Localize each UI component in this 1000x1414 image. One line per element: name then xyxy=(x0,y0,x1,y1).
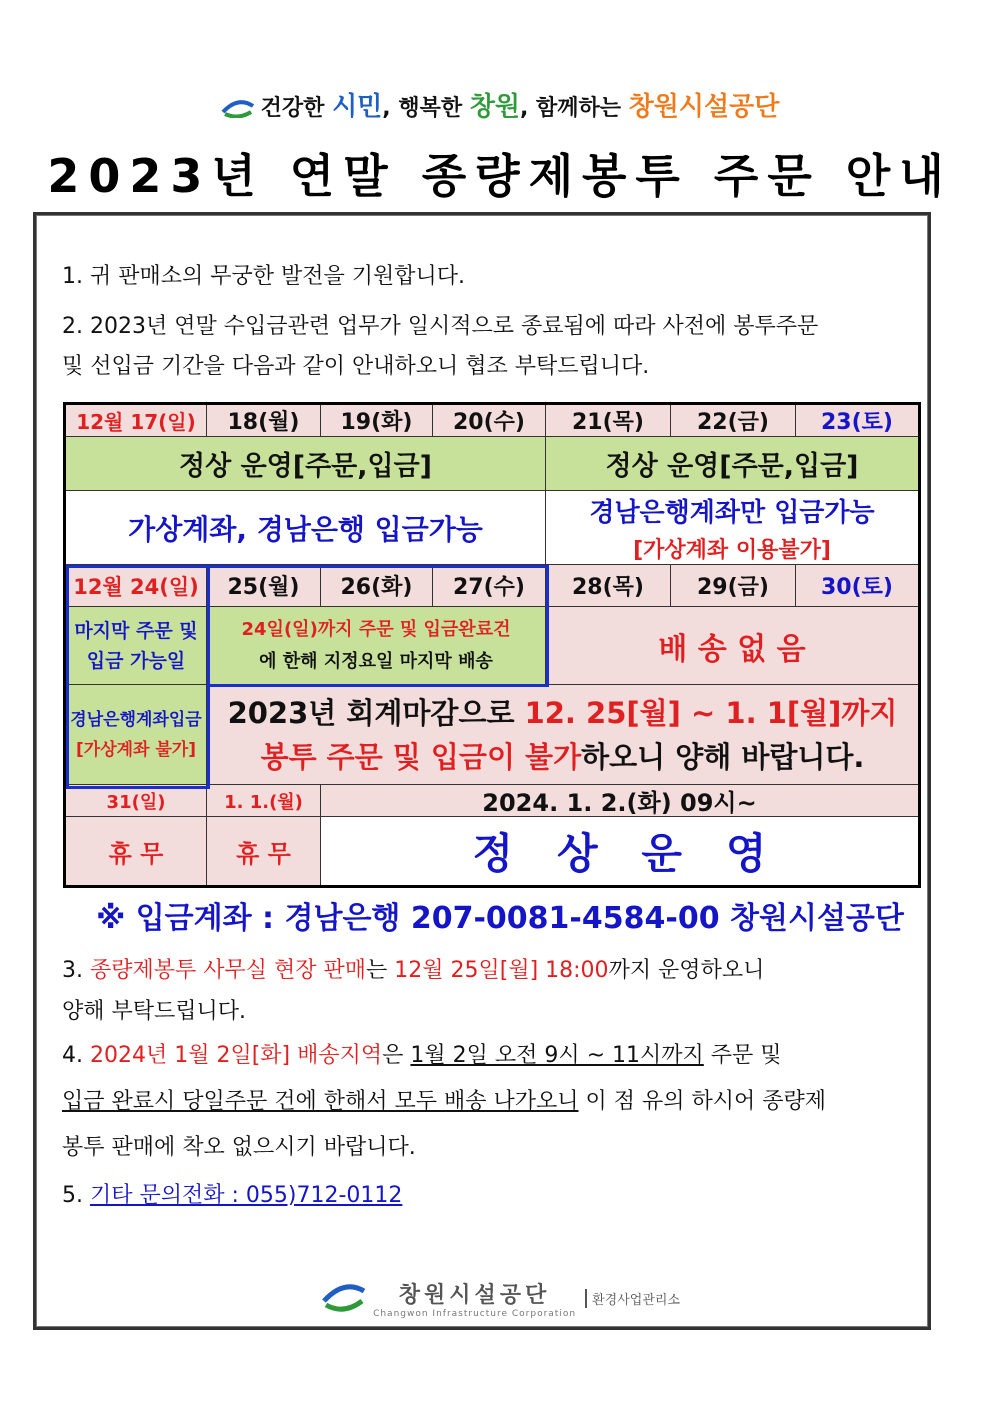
deposit-info-right xyxy=(546,491,918,565)
note-3-number: 3. xyxy=(62,958,90,983)
closing-line2-emphasis: 봉투 주문 및 입금이 불가 xyxy=(260,739,582,774)
note-3-line2: 양해 부탁드립니다. xyxy=(62,999,247,1024)
closing-line1 xyxy=(228,691,898,735)
logo-arc-icon xyxy=(221,100,255,118)
deposit-right-line2: [가상계좌 이용불가] xyxy=(633,537,831,563)
closing-notice-cell xyxy=(207,685,918,785)
last-delivery-line2: 에 한해 지정요일 마지막 배송 xyxy=(259,650,493,672)
normal-ops-resume-cell: 정 상 운 영 xyxy=(321,817,918,885)
day-cell-dec18: 18(월) xyxy=(207,405,321,437)
footer-org-block xyxy=(373,1278,576,1319)
deposit-account: ※ 입금계좌 : 경남은행 207-0081-4584-00 창원시설공단 xyxy=(96,901,904,936)
day-cell-dec20: 20(수) xyxy=(433,405,546,437)
note-4-subject: 2024년 1월 2일[화] 배송지역 xyxy=(89,1043,383,1068)
bank-only-cell xyxy=(66,685,207,785)
note-4-line1 xyxy=(62,1045,782,1067)
note-3-particle: 는 xyxy=(366,958,395,983)
day-cell-dec24: 12월 24(일) xyxy=(66,565,207,607)
holiday-cell-1: 휴 무 xyxy=(66,817,207,885)
day-cell-dec29: 29(금) xyxy=(671,565,796,607)
page-title: 2023년 연말 종량제봉투 주문 안내 xyxy=(47,149,953,203)
last-order-cell xyxy=(66,607,207,685)
note-4-line2 xyxy=(62,1091,826,1113)
last-delivery-text: 까지 주문 및 입금완료건 xyxy=(317,618,511,640)
day-cell-dec17: 12월 17(일) xyxy=(66,405,207,437)
intro-paragraph-2a: 2. 2023년 연말 수입금관련 업무가 일시적으로 종료됨에 따라 사전에 봉투주문 xyxy=(62,314,819,339)
note-3-line1 xyxy=(62,960,764,982)
day-cell-dec30: 30(토) xyxy=(796,565,918,607)
note-4-number: 4. xyxy=(62,1043,90,1068)
slogan-part: , 행복한 xyxy=(382,96,470,121)
last-order-line1: 마지막 주문 및 xyxy=(74,619,198,642)
deposit-right-line1: 경남은행계좌만 입금가능 xyxy=(589,497,875,528)
note-5-number: 5. xyxy=(62,1183,90,1208)
org-logo-icon xyxy=(320,1279,368,1319)
slogan-changwon: 창원 xyxy=(469,92,520,122)
note-4-text: 주문 및 xyxy=(703,1043,782,1068)
day-cell-dec27: 27(수) xyxy=(433,565,546,607)
footer-org-english: Changwon Infrastructure Corporation xyxy=(373,1309,577,1319)
day-cell-dec21: 21(목) xyxy=(546,405,671,437)
intro-paragraph-1: 1. 귀 판매소의 무궁한 발전을 기원합니다. xyxy=(62,264,465,289)
day-cell-dec31: 31(일) xyxy=(66,785,207,817)
footer-dept: 환경사업관리소 xyxy=(585,1289,680,1308)
normal-ops-right: 정상 운영[주문,입금] xyxy=(546,437,918,491)
day-cell-jan1: 1. 1.(월) xyxy=(207,785,321,817)
note-3-deadline: 12월 25일[월] 18:00 xyxy=(394,958,609,983)
last-delivery-cell xyxy=(207,607,546,685)
day-cell-dec19: 19(화) xyxy=(321,405,433,437)
last-delivery-date: 24일(일) xyxy=(241,618,318,640)
normal-ops-left: 정상 운영[주문,입금] xyxy=(66,437,546,491)
note-4-text2: 이 점 유의 하시어 종량제 xyxy=(578,1089,826,1114)
schedule-table xyxy=(63,402,921,888)
slogan-org: 창원시설공단 xyxy=(628,92,780,122)
note-5 xyxy=(62,1185,402,1207)
closing-line2 xyxy=(261,735,865,779)
closing-period: 12. 25[월] ~ 1. 1[월]까지 xyxy=(524,695,898,730)
holiday-cell-2: 휴 무 xyxy=(207,817,321,885)
slogan xyxy=(0,86,1000,123)
bank-only-line1: 경남은행계좌입금 xyxy=(70,709,202,730)
bank-only-line2: [가상계좌 불가] xyxy=(76,739,196,760)
closing-line1-text: 2023년 회계마감으로 xyxy=(227,695,525,730)
note-4-time: 1월 2일 오전 9시 ~ 11시까지 xyxy=(410,1043,704,1068)
note-3-subject: 종량제봉투 사무실 현장 판매 xyxy=(89,958,366,983)
footer-org-name: 창원시설공단 xyxy=(398,1283,551,1308)
slogan-citizen: 시민 xyxy=(332,92,383,122)
deposit-info-left: 가상계좌, 경남은행 입금가능 xyxy=(66,491,546,565)
last-delivery-line1 xyxy=(242,614,511,646)
contact-phone: 기타 문의전화 : 055)712-0112 xyxy=(89,1183,403,1208)
note-4-underlined: 입금 완료시 당일주문 건에 한해서 모두 배송 나가오니 xyxy=(62,1089,579,1114)
note-4-particle: 은 xyxy=(382,1043,411,1068)
day-cell-dec28: 28(목) xyxy=(546,565,671,607)
footer xyxy=(0,1278,1000,1319)
note-4-line3: 봉투 판매에 착오 없으시기 바랍니다. xyxy=(62,1135,416,1160)
note-3-text: 까지 운영하오니 xyxy=(608,958,765,983)
slogan-part: , 함께하는 xyxy=(519,96,629,121)
last-order-line2: 입금 가능일 xyxy=(86,649,186,672)
closing-line2-text: 하오니 양해 바랍니다. xyxy=(581,739,865,774)
slogan-part: 건강한 xyxy=(260,96,333,121)
resume-datetime-cell: 2024. 1. 2.(화) 09시~ xyxy=(321,785,918,817)
day-cell-dec23: 23(토) xyxy=(796,405,918,437)
day-cell-dec22: 22(금) xyxy=(671,405,796,437)
no-delivery-cell: 배 송 없 음 xyxy=(546,607,918,685)
intro-paragraph-2b: 및 선입금 기간을 다음과 같이 안내하오니 협조 부탁드립니다. xyxy=(62,354,650,379)
day-cell-dec25: 25(월) xyxy=(207,565,321,607)
day-cell-dec26: 26(화) xyxy=(321,565,433,607)
